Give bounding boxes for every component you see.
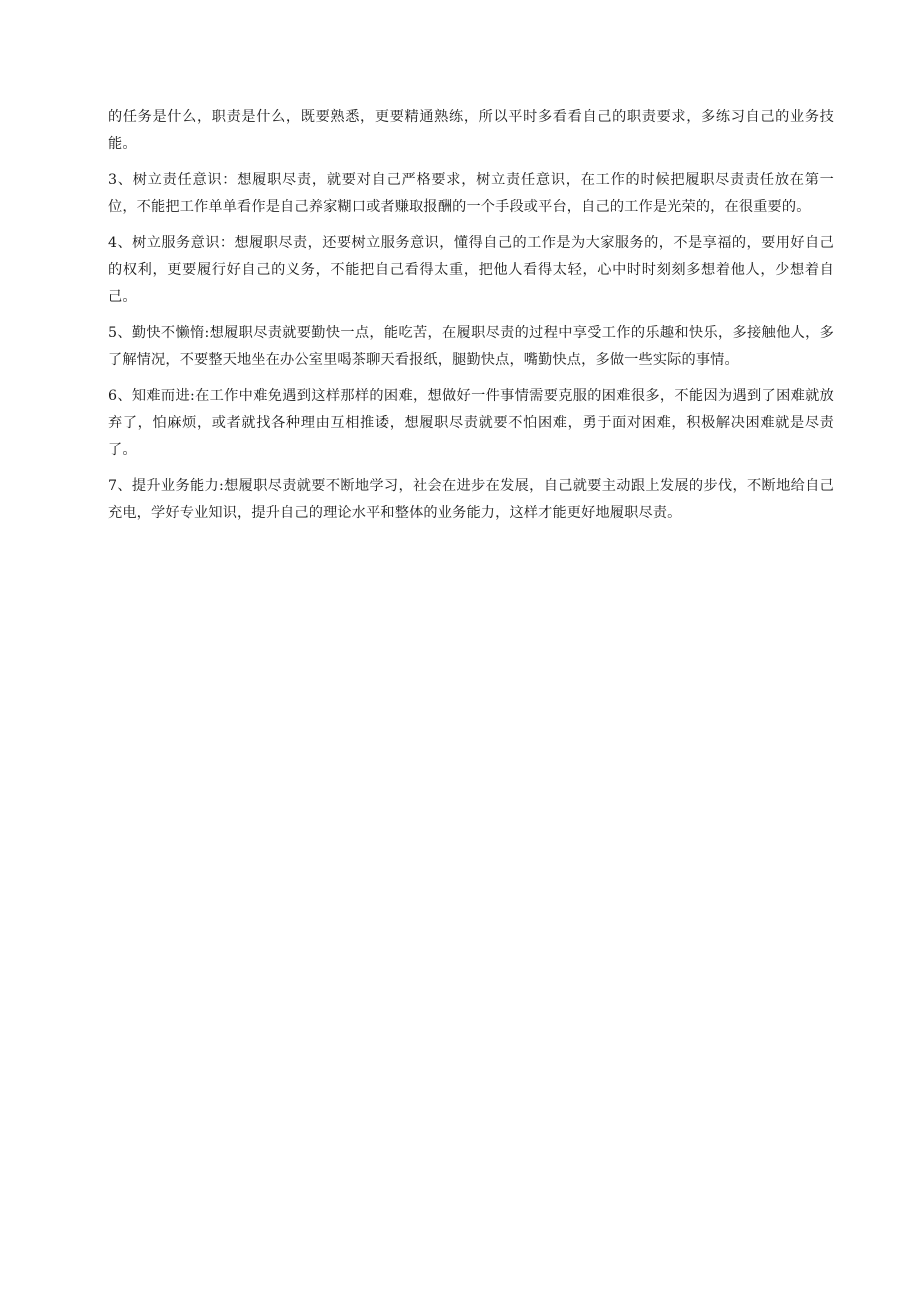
paragraph-item-7: 7、提升业务能力:想履职尽责就要不断地学习，社会在进步在发展，自己就要主动跟上发展的步伐，不断地给自己充电，学好专业知识，提升自己的理论水平和整体的业务能力，这样才能更好地履职尽责。 — [108, 478, 834, 521]
paragraph-item-3: 3、树立责任意识：想履职尽责，就要对自己严格要求，树立责任意识，在工作的时候把履职尽责责任放在第一位，不能把工作单单看作是自己养家糊口或者赚取报酬的一个手段或平台，自己的工作是光荣的，在很重要的。 — [108, 172, 834, 215]
paragraph-item-5: 5、勤快不懒惰:想履职尽责就要勤快一点，能吃苦，在履职尽责的过程中享受工作的乐趣和快乐，多接触他人，多了解情况，不要整天地坐在办公室里喝茶聊天看报纸，腿勤快点，嘴勤快点，多做一些实际的事情。 — [108, 325, 834, 368]
document-body — [108, 104, 834, 527]
paragraph-continuation: 的任务是什么，职责是什么，既要熟悉，更要精通熟练，所以平时多看看自己的职责要求，多练习自己的业务技能。 — [108, 109, 834, 152]
paragraph-item-6: 6、知难而进:在工作中难免遇到这样那样的困难，想做好一件事情需要克服的困难很多，不能因为遇到了困难就放弃了，怕麻烦，或者就找各种理由互相推诿，想履职尽责就要不怕困难，勇于面对困难，积极解决困难就是尽责了。 — [108, 388, 834, 458]
paragraph-item-4: 4、树立服务意识：想履职尽责，还要树立服务意识，懂得自己的工作是为大家服务的，不是享福的，要用好自己的权利，更要履行好自己的义务，不能把自己看得太重，把他人看得太轻，心中时时刻刻多想着他人，少想着自己。 — [108, 235, 834, 305]
